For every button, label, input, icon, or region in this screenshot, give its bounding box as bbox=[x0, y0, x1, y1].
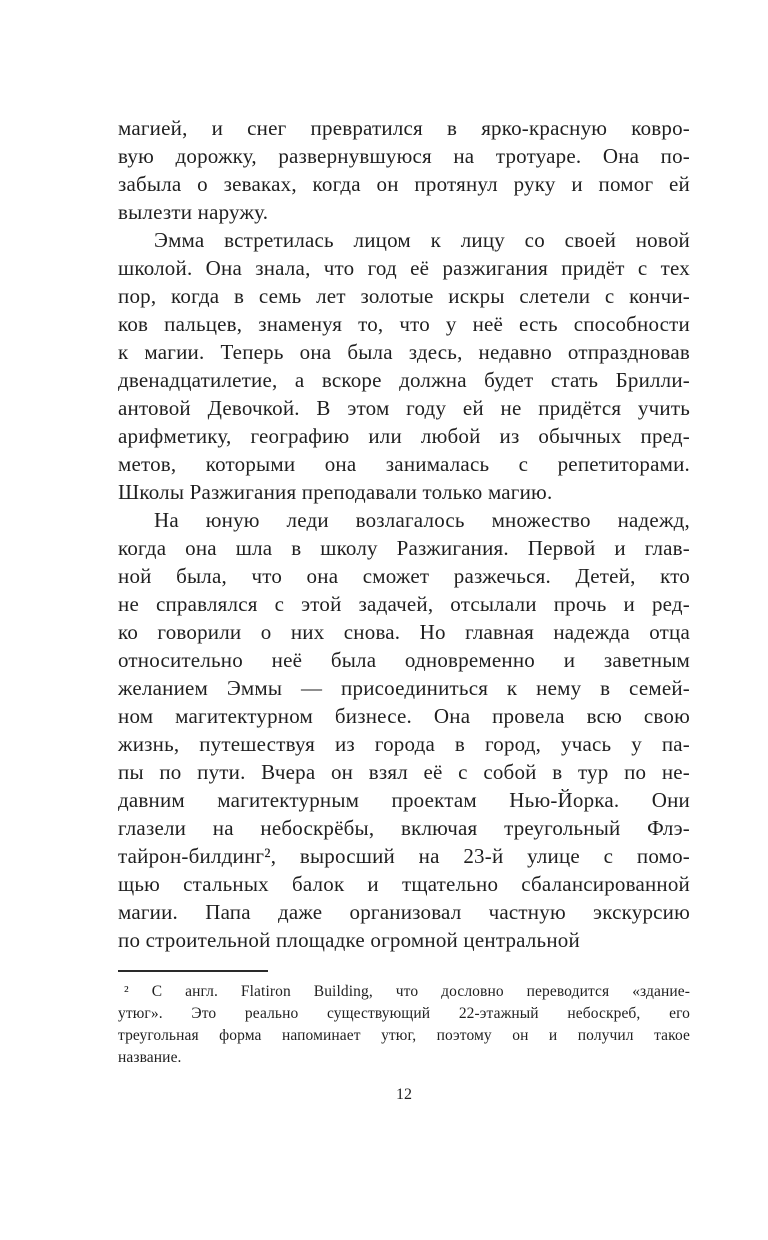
text-line: к магии. Теперь она была здесь, недавно отпраздновав bbox=[118, 340, 690, 364]
text-line: На юную леди возлагалось множество надежд, bbox=[154, 508, 690, 532]
page-number: 12 bbox=[396, 1086, 412, 1103]
text-line: тайрон-билдинг², выросший на 23-й улице с помо- bbox=[118, 844, 690, 868]
text-line: щью стальных балок и тщательно сбалансированной bbox=[118, 872, 690, 896]
text-line: ном магитектурном бизнесе. Она провела всю свою bbox=[118, 704, 690, 728]
text-line: пы по пути. Вчера он взял её с собой в тур по не- bbox=[118, 760, 690, 784]
paragraph bbox=[118, 114, 690, 226]
text-line: глазели на небоскрёбы, включая треугольный Флэ- bbox=[118, 816, 690, 840]
text-line: вылезти наружу. bbox=[118, 200, 269, 224]
text-line: пор, когда в семь лет золотые искры слетели с кончи- bbox=[118, 284, 690, 308]
text-line: название. bbox=[118, 1049, 182, 1066]
text-line: ной была, что она сможет разжечься. Детей, кто bbox=[118, 564, 690, 588]
paragraph bbox=[118, 506, 690, 954]
text-line: школой. Она знала, что год её разжигания придёт с тех bbox=[118, 256, 690, 280]
text-line: не справлялся с этой задачей, отсылали прочь и ред- bbox=[118, 592, 690, 616]
footnote bbox=[118, 981, 690, 1069]
text-line: давним магитектурным проектам Нью-Йорка. Они bbox=[118, 788, 690, 812]
text-line: треугольная форма напоминает утюг, поэтому он и получил такое bbox=[118, 1027, 690, 1044]
text-line: магией, и снег превратился в ярко-красную ковро- bbox=[118, 116, 690, 140]
text-line: желанием Эммы — присоединиться к нему в семей- bbox=[118, 676, 690, 700]
text-line: Школы Разжигания преподавали только магию. bbox=[118, 480, 553, 504]
text-line: арифметику, географию или любой из обычных пред- bbox=[118, 424, 690, 448]
footnote-divider bbox=[118, 970, 268, 972]
text-line: метов, которыми она занималась с репетиторами. bbox=[118, 452, 690, 476]
text-line: жизнь, путешествуя из города в город, учась у па- bbox=[118, 732, 690, 756]
page-text bbox=[118, 114, 690, 954]
text-line: утюг». Это реально существующий 22-этажный небоскреб, его bbox=[118, 1005, 690, 1022]
text-line: магии. Папа даже организовал частную экскурсию bbox=[118, 900, 690, 924]
text-line: ко говорили о них снова. Но главная надежда отца bbox=[118, 620, 690, 644]
text-line: ков пальцев, знаменуя то, что у неё есть способности bbox=[118, 312, 690, 336]
text-line: ² С англ. Flatiron Building, что дословно переводится «здание- bbox=[124, 983, 690, 1000]
text-line: двенадцатилетие, а вскоре должна будет стать Брилли- bbox=[118, 368, 690, 392]
paragraph bbox=[118, 226, 690, 506]
text-line: антовой Девочкой. В этом году ей не придётся учить bbox=[118, 396, 690, 420]
text-line: забыла о зеваках, когда он протянул руку и помог ей bbox=[118, 172, 690, 196]
text-line: когда она шла в школу Разжигания. Первой и глав- bbox=[118, 536, 690, 560]
text-line: вую дорожку, развернувшуюся на тротуаре. Она по- bbox=[118, 144, 690, 168]
text-line: по строительной площадке огромной центральной bbox=[118, 928, 580, 952]
text-line: Эмма встретилась лицом к лицу со своей новой bbox=[154, 228, 690, 252]
text-line: относительно неё была одновременно и заветным bbox=[118, 648, 690, 672]
